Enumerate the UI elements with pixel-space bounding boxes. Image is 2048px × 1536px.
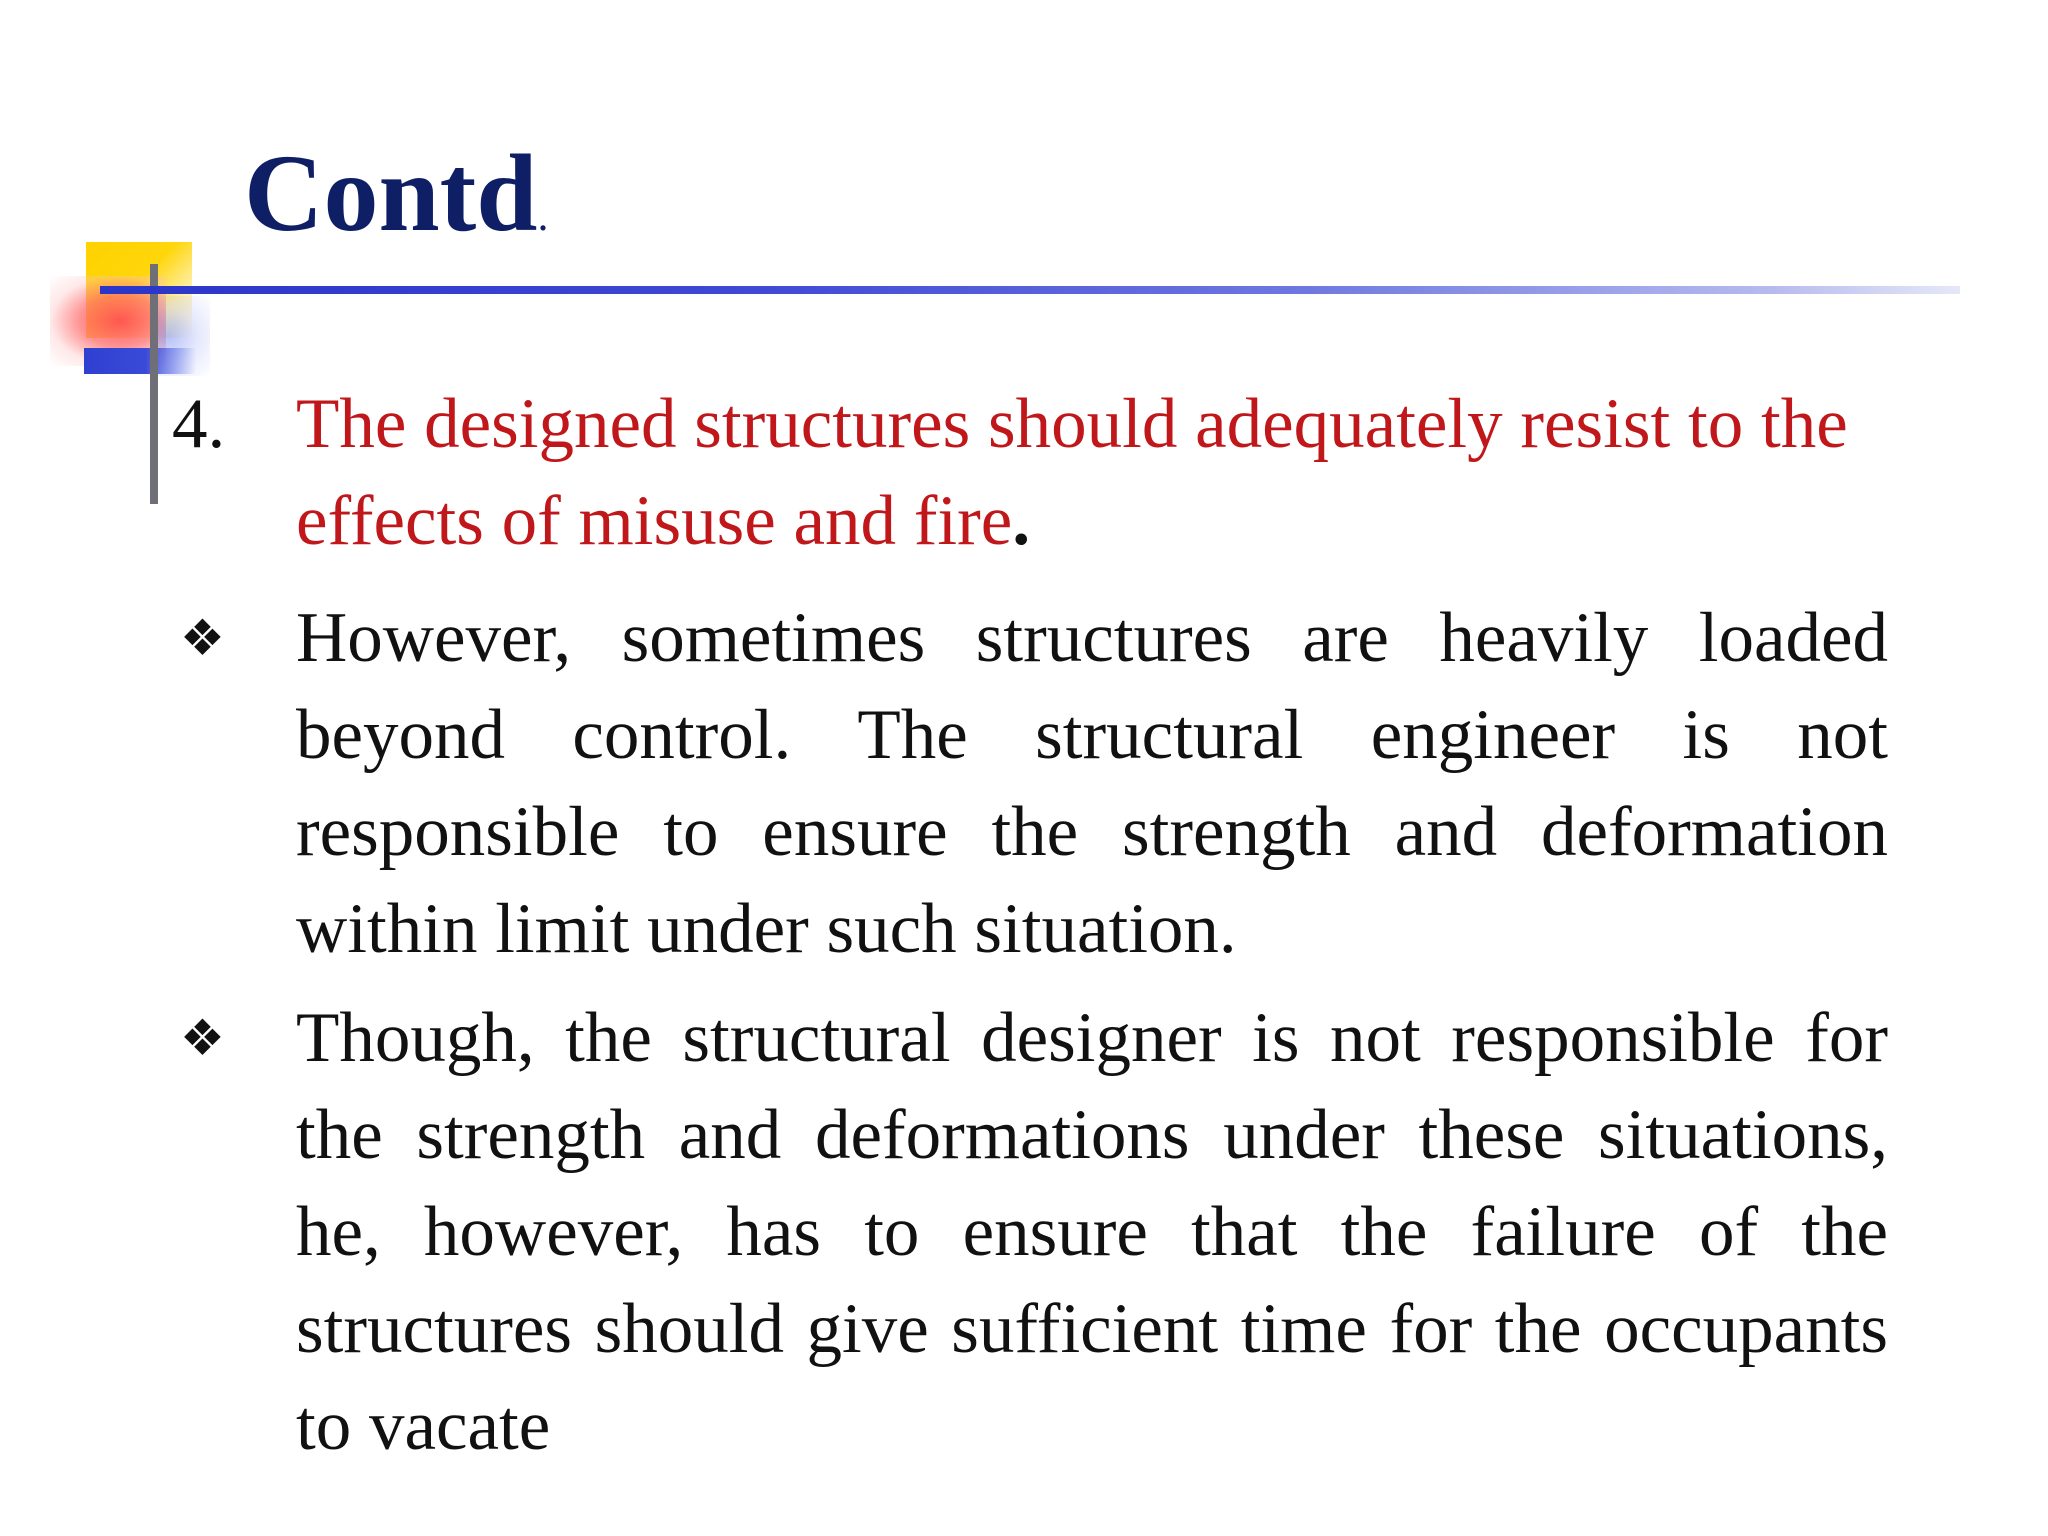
slide-title-text: Contd bbox=[244, 132, 538, 254]
bullet-text: However, sometimes structures are heavily loaded beyond control. The structural engineer is not responsible to ensure the strength and deformation within limit under such situation. bbox=[296, 599, 1888, 968]
slide-title bbox=[244, 132, 549, 254]
list-item-bullet bbox=[172, 990, 1892, 1475]
sentence-period: . bbox=[1012, 482, 1031, 560]
list-item-bullet bbox=[172, 590, 1892, 978]
highlighted-requirement-text: The designed structures should adequately resist to the effects of misuse and fire bbox=[296, 385, 1848, 560]
title-underline bbox=[100, 286, 1960, 294]
diamond-bullet-icon: ❖ bbox=[180, 610, 225, 666]
list-item-text bbox=[296, 376, 1888, 570]
slide-title-dot: . bbox=[537, 191, 549, 240]
diamond-bullet-icon: ❖ bbox=[180, 1010, 225, 1066]
decorative-blue-bar bbox=[84, 348, 196, 374]
list-item-numbered bbox=[172, 376, 1892, 570]
list-number: 4. bbox=[172, 385, 226, 463]
decorative-vertical-line bbox=[150, 264, 158, 504]
bullet-text: Though, the structural designer is not responsible for the strength and deformations under these situations, he, however, has to ensure that the failure of the structures should give sufficient time for the occupants to vacate bbox=[296, 999, 1888, 1465]
